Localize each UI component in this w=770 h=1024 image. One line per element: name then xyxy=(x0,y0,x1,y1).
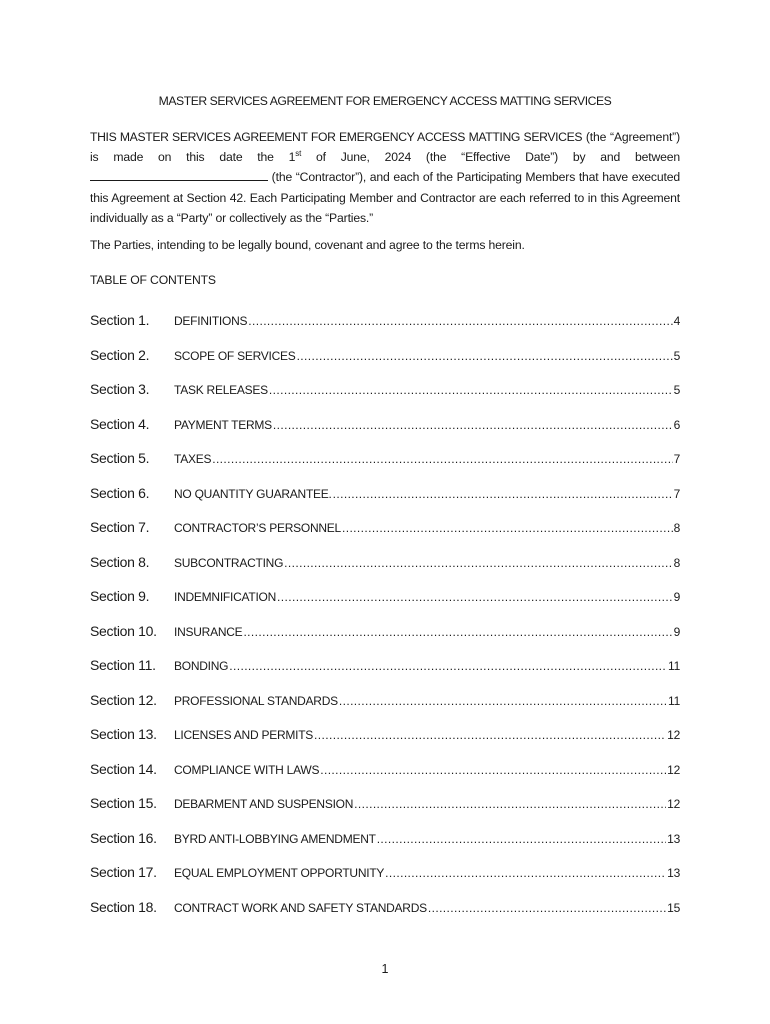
toc-leader-dots xyxy=(342,521,673,535)
toc-entry[interactable] xyxy=(90,407,680,442)
toc-section-title: BYRD ANTI-LOBBYING AMENDMENT xyxy=(174,831,376,846)
toc-section-title: TASK RELEASES xyxy=(174,383,268,398)
toc-leader-dots xyxy=(377,832,666,846)
toc-leader-dots xyxy=(428,901,666,915)
toc-section-title: INDEMNIFICATION xyxy=(174,590,277,605)
toc-section-title: LICENSES AND PERMITS xyxy=(174,728,314,743)
intro-text-part1: (the “Agreement”) is made on this date the 1 xyxy=(90,130,680,165)
toc-section-title: NO QUANTITY GUARANTEE. xyxy=(174,486,332,501)
toc-section-title: CONTRACT WORK AND SAFETY STANDARDS xyxy=(174,900,427,915)
toc-entry[interactable] xyxy=(90,786,680,821)
intro-text-part3: (the “Contractor”), and each of the Participating Members that have executed this Agreement at Section 42. Each Participating Member and Contractor are each referred to in this Agreement individually as a “Party” or collectively as the “Parties.” xyxy=(90,170,680,225)
intro-caps-lead: THIS MASTER SERVICES AGREEMENT FOR EMERGENCY ACCESS MATTING SERVICES xyxy=(90,130,583,144)
toc-leader-dots xyxy=(314,728,666,742)
toc-entry[interactable] xyxy=(90,303,680,338)
toc-entry[interactable] xyxy=(90,372,680,407)
toc-section-title: BONDING xyxy=(174,659,229,674)
toc-page-number: 11 xyxy=(668,693,680,708)
toc-entry[interactable] xyxy=(90,441,680,476)
toc-section-number: Section 3. xyxy=(90,381,150,398)
page-number: 1 xyxy=(381,962,389,976)
toc-entry[interactable] xyxy=(90,510,680,545)
toc-page-number: 5 xyxy=(673,348,680,363)
toc-page-number: 9 xyxy=(673,590,680,605)
toc-entry[interactable] xyxy=(90,614,680,649)
toc-leader-dots xyxy=(212,452,672,466)
toc-section-number: Section 16. xyxy=(90,829,157,846)
toc-page-number: 9 xyxy=(673,624,680,639)
toc-section-number: Section 18. xyxy=(90,898,157,915)
table-of-contents xyxy=(90,303,680,924)
toc-section-number: Section 11. xyxy=(90,657,156,674)
toc-section-title: COMPLIANCE WITH LAWS xyxy=(174,762,320,777)
toc-page-number: 13 xyxy=(667,831,680,846)
intro-text-part2: of June, 2024 (the “Effective Date”) by and between xyxy=(301,150,680,165)
toc-section-title: DEFINITIONS xyxy=(174,314,248,329)
toc-entry[interactable] xyxy=(90,683,680,718)
toc-entry[interactable] xyxy=(90,579,680,614)
document-page xyxy=(90,0,680,1024)
document-title: MASTER SERVICES AGREEMENT FOR EMERGENCY ACCESS MATTING SERVICES xyxy=(158,94,612,108)
toc-entry[interactable] xyxy=(90,717,680,752)
toc-section-number: Section 6. xyxy=(90,484,150,501)
toc-leader-dots xyxy=(277,590,673,604)
toc-leader-dots xyxy=(229,659,667,673)
toc-section-title: INSURANCE xyxy=(174,624,243,639)
toc-leader-dots xyxy=(297,349,673,363)
toc-section-number: Section 9. xyxy=(90,588,150,605)
toc-leader-dots xyxy=(248,314,672,328)
toc-section-title: TAXES xyxy=(174,452,212,467)
toc-section-number: Section 17. xyxy=(90,864,157,881)
toc-section-title: SCOPE OF SERVICES xyxy=(174,348,296,363)
toc-page-number: 12 xyxy=(667,728,680,743)
toc-entry[interactable] xyxy=(90,752,680,787)
toc-section-number: Section 1. xyxy=(90,312,150,329)
toc-section-number: Section 8. xyxy=(90,553,150,570)
toc-page-number: 11 xyxy=(668,659,680,674)
toc-leader-dots xyxy=(243,625,672,639)
toc-section-number: Section 15. xyxy=(90,795,157,812)
toc-leader-dots xyxy=(284,556,672,570)
intent-paragraph: The Parties, intending to be legally bound, covenant and agree to the terms herein. xyxy=(90,238,525,252)
toc-section-number: Section 4. xyxy=(90,415,150,432)
toc-entry[interactable] xyxy=(90,648,680,683)
toc-entry[interactable] xyxy=(90,855,680,890)
toc-leader-dots xyxy=(339,694,667,708)
toc-entry[interactable] xyxy=(90,338,680,373)
toc-section-title: PAYMENT TERMS xyxy=(174,417,272,432)
toc-leader-dots xyxy=(269,383,673,397)
toc-section-title: SUBCONTRACTING xyxy=(174,555,284,570)
toc-section-number: Section 12. xyxy=(90,691,157,708)
toc-page-number: 4 xyxy=(673,314,680,329)
toc-section-number: Section 5. xyxy=(90,450,150,467)
toc-section-title: EQUAL EMPLOYMENT OPPORTUNITY xyxy=(174,866,385,881)
toc-section-number: Section 7. xyxy=(90,519,150,536)
toc-section-title: CONTRACTOR’S PERSONNEL xyxy=(174,521,341,536)
toc-page-number: 13 xyxy=(667,866,680,881)
toc-page-number: 5 xyxy=(673,383,680,398)
toc-heading: TABLE OF CONTENTS xyxy=(90,273,216,287)
toc-entry[interactable] xyxy=(90,821,680,856)
toc-section-number: Section 14. xyxy=(90,760,157,777)
toc-leader-dots xyxy=(385,866,666,880)
toc-page-number: 6 xyxy=(673,417,680,432)
toc-section-number: Section 2. xyxy=(90,346,150,363)
toc-leader-dots xyxy=(320,763,666,777)
toc-page-number: 12 xyxy=(667,797,680,812)
toc-page-number: 7 xyxy=(673,486,680,501)
toc-page-number: 15 xyxy=(667,900,680,915)
toc-section-number: Section 10. xyxy=(90,622,157,639)
toc-entry[interactable] xyxy=(90,890,680,925)
toc-section-number: Section 13. xyxy=(90,726,157,743)
toc-leader-dots xyxy=(273,418,673,432)
toc-section-title: PROFESSIONAL STANDARDS xyxy=(174,693,338,708)
toc-leader-dots xyxy=(354,797,666,811)
toc-page-number: 8 xyxy=(673,521,680,536)
contractor-name-blank xyxy=(90,169,268,181)
toc-page-number: 7 xyxy=(673,452,680,467)
toc-page-number: 12 xyxy=(667,762,680,777)
toc-entry[interactable] xyxy=(90,545,680,580)
toc-entry[interactable] xyxy=(90,476,680,511)
toc-leader-dots xyxy=(333,487,673,501)
toc-section-title: DEBARMENT AND SUSPENSION xyxy=(174,797,354,812)
intro-superscript: st xyxy=(295,149,302,159)
intro-paragraph xyxy=(90,127,680,228)
toc-page-number: 8 xyxy=(673,555,680,570)
